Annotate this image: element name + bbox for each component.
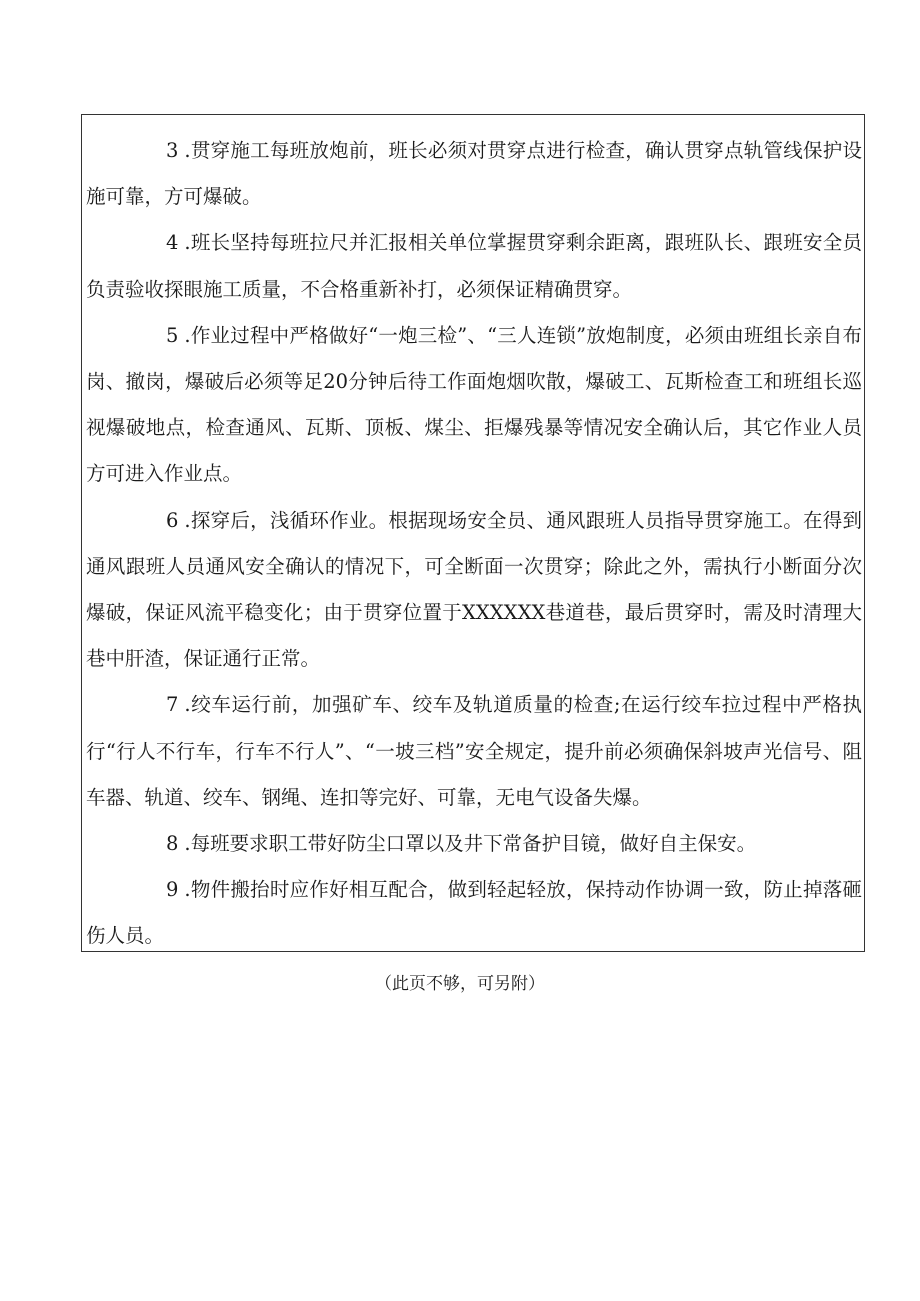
paragraph-5: [86, 313, 862, 498]
paragraph-6: [86, 498, 862, 683]
paragraph-text: .物件搬抬时应作好相互配合，做到轻起轻放，保持动作协调一致，防止掉落砸伤人员。: [86, 878, 862, 948]
paragraph-text: .每班要求职工带好防尘口罩以及井下常备护目镜，做好自主保安。: [184, 832, 757, 856]
paragraph-3: [86, 128, 862, 220]
paragraph-number: 7: [166, 693, 179, 717]
paragraph-text: .探穿后，浅循环作业。根据现场安全员、通风跟班人员指导贯穿施工。在得到通风跟班人员通风安全确认的情况下，可全断面一次贯穿；除此之外，需执行小断面分次爆破，保证风流平稳变化；由于贯穿位置于XXXXXX巷道巷，最后贯穿时，需及时清理大巷中肝渣，保证通行正常。: [86, 508, 862, 671]
paragraph-9: [86, 867, 862, 959]
paragraph-number: 8: [166, 832, 179, 856]
paragraph-number: 5: [166, 323, 179, 347]
paragraph-8: [86, 821, 862, 867]
paragraph-text: .班长坚持每班拉尺并汇报相关单位掌握贯穿剩余距离，跟班队长、跟班安全员负责验收探眼施工质量，不合格重新补打，必须保证精确贯穿。: [86, 231, 862, 301]
paragraph-text: .绞车运行前，加强矿车、绞车及轨道质量的检查;在运行绞车拉过程中严格执行“行人不行车，行车不行人”、“一坡三档”安全规定，提升前必须确保斜坡声光信号、阻车器、轨道、绞车、钢绳、连扣等完好、可靠，无电气设备失爆。: [86, 693, 862, 809]
paragraph-7: [86, 682, 862, 821]
page-footnote: （此页不够，可另附）: [375, 974, 545, 994]
paragraph-number: 6: [166, 508, 179, 532]
paragraph-number: 4: [166, 231, 179, 255]
paragraph-number: 3: [166, 139, 179, 162]
paragraph-text: .贯穿施工每班放炮前，班长必须对贯穿点进行检查，确认贯穿点轨管线保护设施可靠，方可爆破。: [86, 139, 862, 209]
paragraph-number: 9: [166, 878, 179, 902]
paragraph-4: [86, 220, 862, 312]
paragraph-text: .作业过程中严格做好“一炮三检”、“三人连锁”放炮制度，必须由班组长亲自布岗、撤岗，爆破后必须等足20分钟后待工作面炮烟吹散，爆破工、瓦斯检查工和班组长巡视爆破地点，检查通风、瓦斯、顶板、煤尘、拒爆残暴等情况安全确认后，其它作业人员方可进入作业点。: [86, 323, 862, 486]
content-box: [81, 114, 865, 952]
